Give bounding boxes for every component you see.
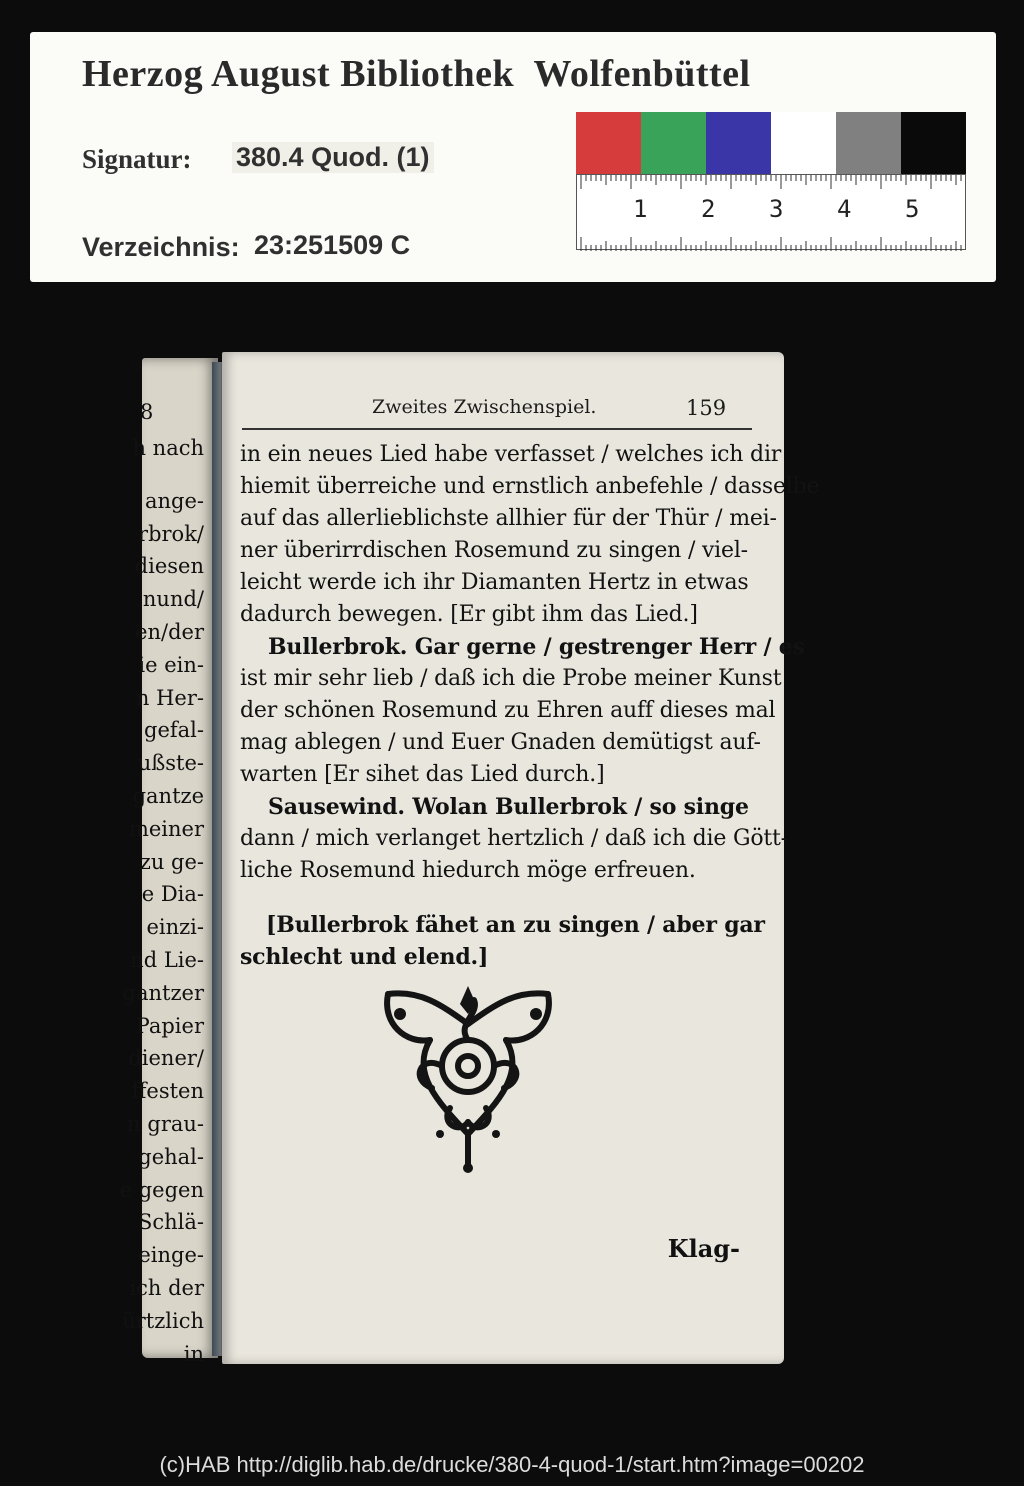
- left-page-line-fragment: diesen: [134, 554, 204, 579]
- left-page-line-fragment: ich der: [129, 1276, 204, 1300]
- library-header-card: [30, 32, 996, 282]
- swatch-red: [576, 112, 641, 174]
- stage-direction-line: dadurch bewegen. [Er gibt ihm das Lied.]: [240, 602, 698, 627]
- ruler-number-3: 3: [769, 195, 784, 223]
- text-line: liche Rosemund hiedurch möge erfreuen.: [240, 858, 696, 883]
- color-calibration-chart: [576, 112, 966, 174]
- text-line: mag ablegen / und Euer Gnaden demütigst auf-: [240, 730, 761, 755]
- left-page-number-fragment: 8: [140, 400, 154, 424]
- stage-direction-line: [Bullerbrok fähet an zu singen / aber gar: [266, 912, 765, 938]
- swatch-white: [771, 112, 836, 174]
- text-line: hiemit überreiche und ernstlich anbefehle / dasselbe: [240, 474, 820, 499]
- left-page-line-fragment: n grau-: [127, 1112, 204, 1136]
- left-page-line-fragment: n Her-: [135, 685, 204, 710]
- text-line: ner überirrdischen Rosemund zu singen / viel-: [240, 538, 748, 563]
- swatch-black: [901, 112, 966, 174]
- text-line: auf das allerlieblichste allhier für der Thür / mei-: [240, 506, 777, 531]
- verzeichnis-value: 23:251509 C: [254, 230, 411, 260]
- speaker-line-bullerbrok: Bullerbrok. Gar gerne / gestrenger Herr / es: [268, 634, 805, 660]
- scale-ruler: [576, 174, 966, 250]
- left-page-line-fragment: ange-: [144, 488, 204, 513]
- left-page-line-fragment: gefal-: [144, 718, 204, 743]
- left-page-line-fragment: e Dia-: [141, 882, 204, 907]
- left-page-line-fragment: in: [183, 1341, 204, 1366]
- left-page-line-fragment: rbrok/: [138, 521, 204, 546]
- catchword: Klag-: [667, 1234, 740, 1263]
- left-page-line-fragment: gantze: [132, 784, 204, 808]
- running-head: Zweites Zwischenspiel.: [372, 396, 597, 418]
- left-page-line-fragment: gantzer: [122, 980, 204, 1005]
- text-line: dann / mich verlanget hertzlich / daß ich die Gött-: [240, 826, 788, 851]
- swatch-blue: [706, 112, 771, 174]
- library-title: Herzog August Bibliothek Wolfenbüttel: [82, 53, 751, 95]
- stage-direction-line: warten [Er sihet das Lied durch.]: [240, 762, 605, 787]
- text-line: der schönen Rosemund zu Ehren auff dieses mal: [240, 698, 776, 723]
- left-page: [119, 358, 218, 1366]
- left-page-line-fragment: einzi-: [146, 915, 204, 940]
- left-page-line-fragment: nund/: [142, 587, 204, 612]
- printers-ornament-icon: [380, 984, 556, 1174]
- ruler-number-5: 5: [905, 195, 920, 223]
- text-line: in ein neues Lied habe verfasset / welches ich dir: [240, 442, 782, 467]
- left-page-line-fragment: ußste-: [137, 751, 204, 776]
- left-page-line-fragment: einge-: [138, 1243, 204, 1268]
- left-page-line-fragment: h nach: [132, 436, 204, 460]
- ruler-number-2: 2: [701, 195, 716, 223]
- ruler-number-1: 1: [633, 195, 648, 223]
- text-line: ist mir sehr lieb / daß ich die Probe meiner Kunst: [240, 666, 782, 691]
- source-url-footer: (c)HAB http://diglib.hab.de/drucke/380-4-quod-1/start.htm?image=00202: [159, 1452, 865, 1477]
- left-page-line-fragment: nd Lie-: [130, 948, 204, 972]
- left-page-line-fragment: ffesten: [131, 1079, 204, 1104]
- left-page-line-fragment: meiner: [128, 816, 204, 841]
- left-page-line-fragment: e gegen: [119, 1177, 204, 1202]
- left-page-line-fragment: Papier: [135, 1013, 204, 1038]
- head-rule: [242, 428, 752, 430]
- left-page-line-fragment: en/der: [135, 620, 204, 644]
- left-page-line-fragment: ie ein-: [138, 652, 204, 677]
- swatch-gray: [836, 112, 901, 174]
- left-page-line-fragment: zu ge-: [139, 849, 204, 874]
- signatur-value: 380.4 Quod. (1): [232, 142, 434, 173]
- left-page-line-fragment: ürtzlich: [122, 1308, 204, 1333]
- verzeichnis-label: Verzeichnis:: [82, 232, 240, 262]
- swatch-green: [641, 112, 706, 174]
- ruler-number-4: 4: [837, 195, 852, 223]
- right-page: [222, 352, 820, 1364]
- left-page-line-fragment: diener/: [128, 1046, 204, 1071]
- stage-direction-line: schlecht und elend.]: [240, 944, 489, 970]
- speaker-line-sausewind: Sausewind. Wolan Bullerbrok / so singe: [268, 794, 749, 820]
- signatur-label: Signatur:: [82, 144, 192, 174]
- text-line: leicht werde ich ihr Diamanten Hertz in etwas: [240, 570, 749, 595]
- left-page-line-fragment: gehal-: [138, 1144, 204, 1169]
- page-number: 159: [686, 396, 727, 420]
- left-page-line-fragment: Schlä-: [137, 1210, 204, 1235]
